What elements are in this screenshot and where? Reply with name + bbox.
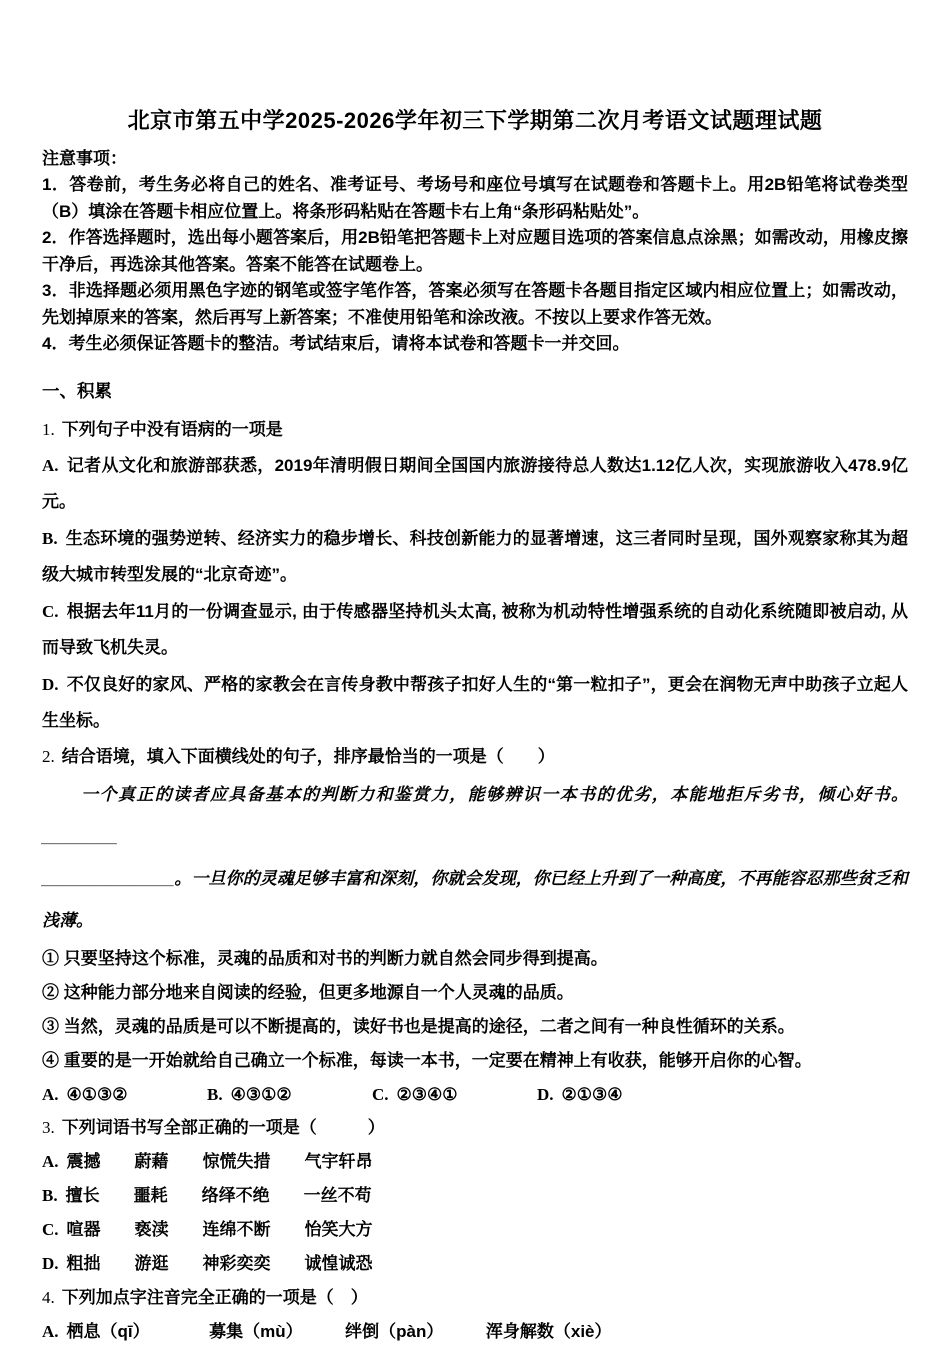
option-text: 生态环境的强势逆转、经济实力的稳步增长、科技创新能力的显著增速，这三者同时呈现，国外观察家称其为超级大城市转型发展的“北京奇迹”。 bbox=[42, 528, 908, 584]
option-line-a bbox=[42, 1145, 908, 1179]
option-line-c bbox=[42, 1213, 908, 1247]
notice-item: 4．考生必须保证答题卡的整洁。考试结束后，请将本试卷和答题卡一并交回。 bbox=[42, 334, 630, 353]
notice-item: 1．答卷前，考生务必将自己的姓名、准考证号、考场号和座位号填写在试题卷和答题卡上。用2B铅笔将试卷类型（B）填涂在答题卡相应位置上。将条形码粘贴在答题卡右上角“条形码粘贴处”。 bbox=[42, 175, 908, 221]
choice-d bbox=[537, 1078, 702, 1111]
option-letter: D. bbox=[42, 674, 59, 694]
choices-row bbox=[42, 1078, 908, 1111]
option-letter: A. bbox=[42, 455, 59, 475]
option-line-b bbox=[42, 521, 908, 594]
option-letter: C. bbox=[372, 1084, 389, 1104]
section-heading: 一、积累 bbox=[42, 380, 112, 401]
question-stem bbox=[42, 412, 908, 448]
option-text: ②③④① bbox=[396, 1084, 458, 1104]
option-text: ②①③④ bbox=[561, 1084, 623, 1104]
option-text: 粗拙 游逛 神彩奕奕 诚惶诚恐 bbox=[66, 1253, 373, 1273]
choice-c bbox=[372, 1078, 537, 1111]
question-4 bbox=[42, 1281, 908, 1349]
option-letter: B. bbox=[42, 1185, 58, 1205]
option-line-a bbox=[42, 448, 908, 521]
option-letter: C. bbox=[42, 601, 59, 621]
option-text: 震撼 蔚藉 惊慌失措 气宇轩昂 bbox=[66, 1151, 373, 1171]
page-title: 北京市第五中学2025-2026学年初三下学期第二次月考语文试题理试题 bbox=[127, 108, 823, 133]
option-letter: A. bbox=[42, 1151, 59, 1171]
option-text: 喧器 亵渎 连绵不断 怡笑大方 bbox=[66, 1219, 373, 1239]
option-text: ④①③② bbox=[66, 1084, 128, 1104]
option-letter: A. bbox=[42, 1321, 59, 1341]
question-2 bbox=[42, 740, 908, 1111]
notice-item: 2．作答选择题时，选出每小题答案后，用2B铅笔把答题卡上对应题目选项的答案信息点涂黑；如需改动，用橡皮擦干净后，再选涂其他答案。答案不能答在试题卷上。 bbox=[42, 228, 908, 274]
option-letter: B. bbox=[42, 528, 58, 548]
notice-item: 3．非选择题必须用黑色字迹的钢笔或签字笔作答，答案必须写在答题卡各题目指定区域内相应位置上；如需改动，先划掉原来的答案，然后再写上新答案；不准使用铅笔和涂改液。不按以上要求作答无效。 bbox=[42, 281, 908, 327]
question-stem bbox=[42, 1111, 908, 1145]
option-line-d bbox=[42, 667, 908, 740]
question-number: 3. bbox=[42, 1117, 55, 1137]
option-text: ④③①② bbox=[230, 1084, 292, 1104]
question-stem-text: 下列词语书写全部正确的一项是（ ） bbox=[61, 1117, 385, 1137]
notice-heading: 注意事项： bbox=[42, 149, 127, 168]
option-text: 擅长 噩耗 络绎不绝 一丝不苟 bbox=[65, 1185, 372, 1205]
notice-section bbox=[42, 146, 908, 358]
question-stem bbox=[42, 740, 908, 774]
option-line-d bbox=[42, 1247, 908, 1281]
choice-b bbox=[207, 1078, 372, 1111]
option-line-b bbox=[42, 1179, 908, 1213]
option-letter: C. bbox=[42, 1219, 59, 1239]
option-line-c bbox=[42, 594, 908, 667]
passage-line: 一个真正的读者应具备基本的判断力和鉴赏力，能够辨识一本书的优劣，本能地拒斥劣书，倾心好书。________ bbox=[42, 784, 908, 846]
option-text: 不仅良好的家风、严格的家教会在言传身教中帮孩子扣好人生的“第一粒扣子”，更会在润物无声中助孩子立起人生坐标。 bbox=[42, 674, 908, 730]
question-stem-text: 下列加点字注音完全正确的一项是（ ） bbox=[61, 1287, 368, 1307]
option-line-a bbox=[42, 1315, 908, 1349]
option-letter: B. bbox=[207, 1084, 223, 1104]
question-number: 4. bbox=[42, 1287, 55, 1307]
sequence-item: ① 只要坚持这个标准，灵魂的品质和对书的判断力就自然会同步得到提高。 bbox=[42, 948, 608, 968]
sequence-item: ③ 当然，灵魂的品质是可以不断提高的，读好书也是提高的途径，二者之间有一种良性循环的关系。 bbox=[42, 1016, 795, 1036]
option-letter: D. bbox=[42, 1253, 59, 1273]
option-text: 栖息（qī） 募集（mù） 绊倒（pàn） 浑身解数（xiè） bbox=[66, 1321, 612, 1341]
choice-a bbox=[42, 1078, 207, 1111]
option-letter: D. bbox=[537, 1084, 554, 1104]
question-1 bbox=[42, 412, 908, 740]
question-number: 1. bbox=[42, 419, 55, 439]
question-stem bbox=[42, 1281, 908, 1315]
question-3 bbox=[42, 1111, 908, 1281]
question-stem-text: 下列句子中没有语病的一项是 bbox=[61, 419, 283, 439]
option-text: 记者从文化和旅游部获悉，2019年清明假日期间全国国内旅游接待总人数达1.12亿人次，实现旅游收入478.9亿元。 bbox=[42, 455, 908, 511]
sequence-item: ② 这种能力部分地来自阅读的经验，但更多地源自一个人灵魂的品质。 bbox=[42, 982, 574, 1002]
sequence-item: ④ 重要的是一开始就给自己确立一个标准，每读一本书，一定要在精神上有收获，能够开启你的心智。 bbox=[42, 1050, 812, 1070]
question-number: 2. bbox=[42, 746, 55, 766]
option-letter: A. bbox=[42, 1084, 59, 1104]
passage-line: ______________。一旦你的灵魂足够丰富和深刻，你就会发现，你已经上升到了一种高度，不再能容忍那些贫乏和浅薄。 bbox=[42, 868, 908, 930]
option-text: 根据去年11月的一份调查显示, 由于传感器坚持机头太高, 被称为机动特性增强系统的自动化系统随即被启动, 从而导致飞机失灵。 bbox=[42, 601, 908, 657]
question-stem-text: 结合语境，填入下面横线处的句子，排序最恰当的一项是（ ） bbox=[61, 746, 555, 766]
